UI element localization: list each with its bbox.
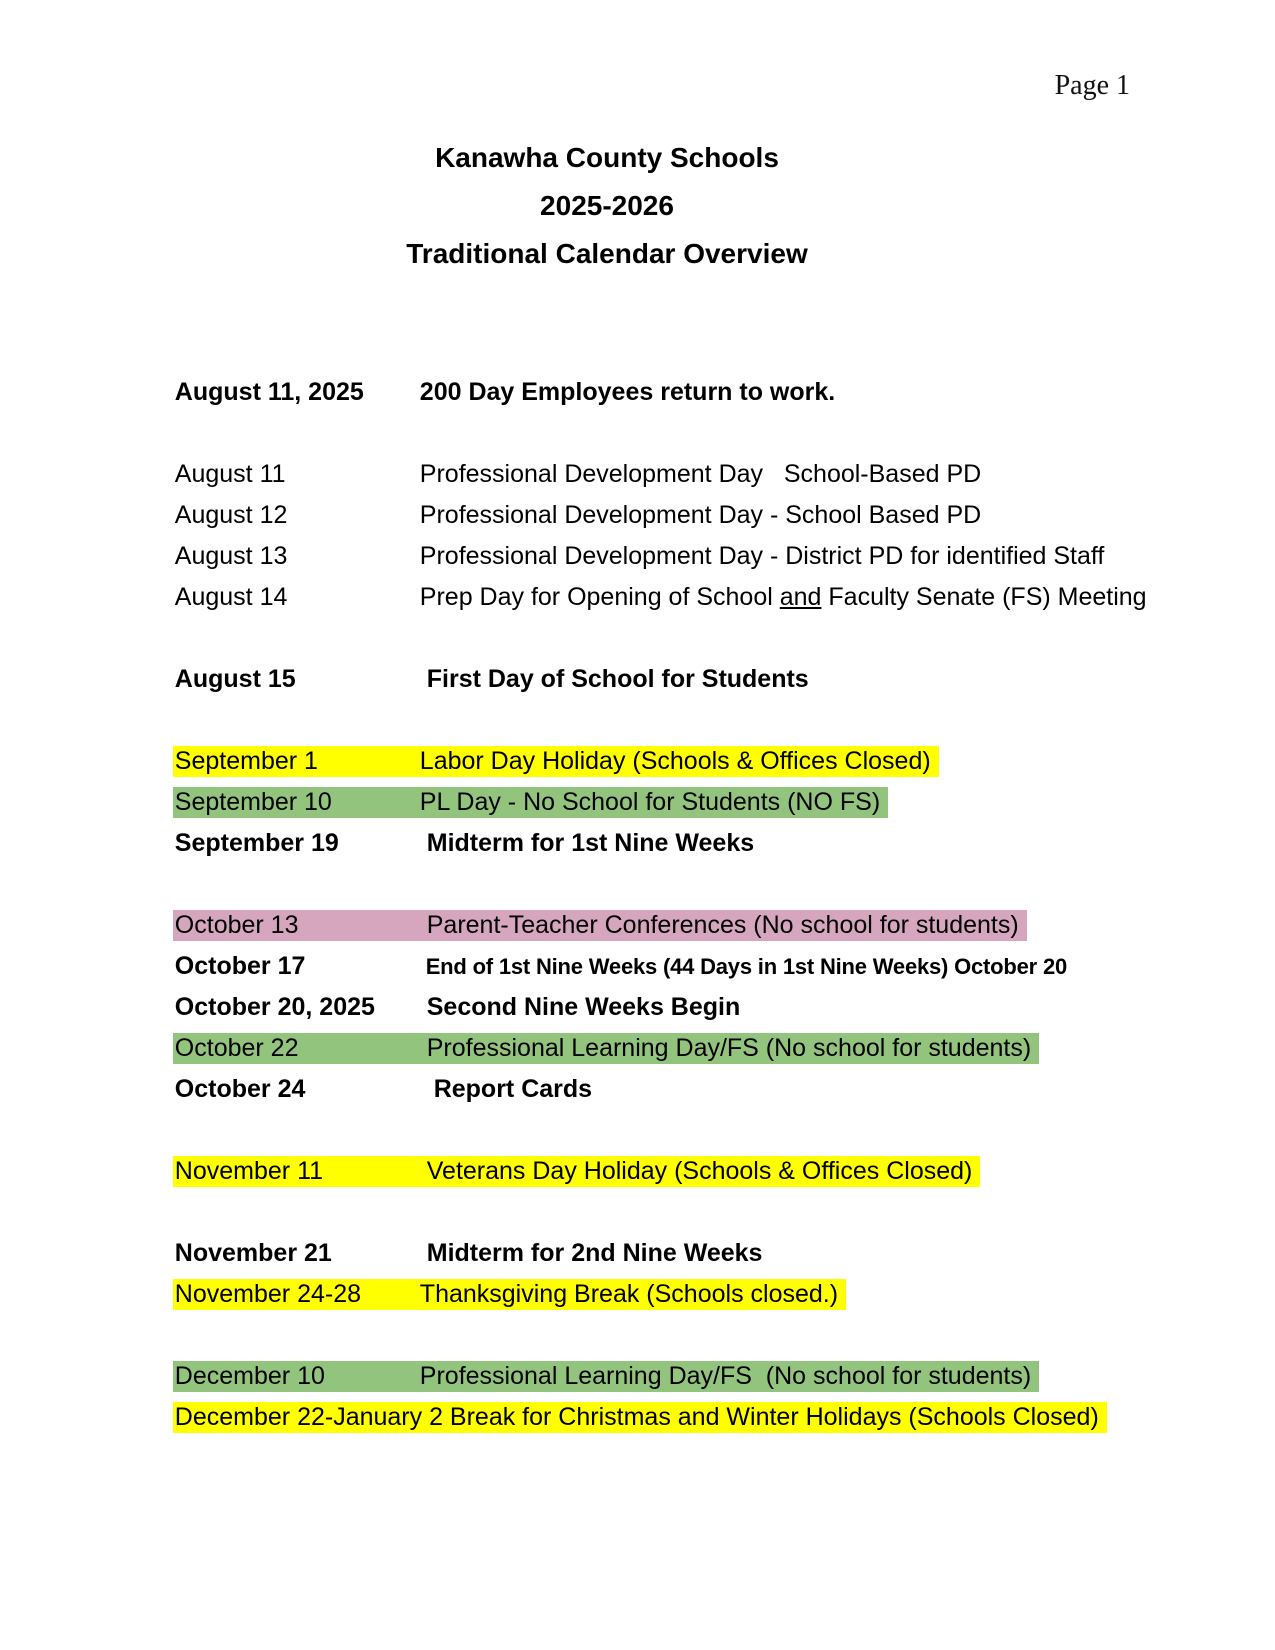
- calendar-row: [147, 699, 1207, 775]
- event-description-post: Faculty Senate (FS) Meeting: [821, 582, 1147, 611]
- highlight-green: [173, 787, 888, 818]
- row-content: [173, 541, 1113, 572]
- event-description: Veterans Day Holiday (Schools & Offices Closed): [419, 1156, 973, 1185]
- document-title: [147, 134, 1067, 278]
- calendar-row: [147, 1314, 1207, 1390]
- event-date: September 1: [174, 746, 318, 775]
- event-date: November 24-28: [174, 1279, 362, 1308]
- event-description-pre: Prep Day for Opening of School: [419, 582, 780, 611]
- event-description: Midterm for 1st Nine Weeks: [419, 828, 755, 857]
- row-content: [173, 992, 748, 1023]
- page-number: Page 1: [1054, 70, 1130, 101]
- event-description: Professional Development Day - School Based PD: [419, 500, 982, 529]
- event-date: August 11: [174, 459, 286, 488]
- event-description: Midterm for 2nd Nine Weeks: [419, 1238, 763, 1267]
- event-date: August 14: [174, 582, 288, 611]
- highlight-yellow: [173, 1402, 1107, 1433]
- calendar-row: [147, 412, 1207, 488]
- title-school-year: 2025-2026: [540, 190, 674, 221]
- event-date: August 15: [174, 664, 296, 693]
- event-description: Professional Development Day - District PD for identified Staff: [419, 541, 1105, 570]
- row-content: [173, 664, 817, 695]
- event-description-underlined-word: and: [779, 582, 822, 611]
- event-description: End of 1st Nine Weeks (44 Days in 1st Nine Weeks) October 20: [419, 953, 1068, 979]
- event-full-text: December 22-January 2 Break for Christmas and Winter Holidays (Schools Closed): [174, 1402, 1099, 1431]
- event-date: December 10: [174, 1361, 325, 1390]
- event-description: Labor Day Holiday (Schools & Offices Closed): [419, 746, 931, 775]
- event-description: Second Nine Weeks Begin: [419, 992, 741, 1021]
- event-description: First Day of School for Students: [419, 664, 809, 693]
- calendar-row: [147, 617, 1207, 693]
- event-description: PL Day - No School for Students (NO FS): [419, 787, 881, 816]
- event-date: October 24: [174, 1074, 306, 1103]
- event-date: August 12: [174, 500, 288, 529]
- highlight-green: [173, 1361, 1039, 1392]
- title-school-name: Kanawha County Schools: [435, 142, 779, 173]
- event-date: October 22: [174, 1033, 299, 1062]
- row-content: [173, 1238, 771, 1269]
- event-description: Parent-Teacher Conferences (No school for students): [419, 910, 1019, 939]
- highlight-yellow: [173, 1156, 981, 1187]
- event-description: Professional Development Day School-Based PD: [419, 459, 982, 488]
- event-date: August 11, 2025: [174, 377, 364, 406]
- event-date: September 19: [174, 828, 339, 857]
- calendar-row: [147, 330, 1207, 406]
- event-date: November 11: [174, 1156, 324, 1185]
- highlight-yellow: [173, 1279, 846, 1310]
- event-date: November 21: [174, 1238, 332, 1267]
- event-date: October 20, 2025: [174, 992, 375, 1021]
- row-content: [173, 377, 843, 408]
- event-date: October 13: [174, 910, 299, 939]
- calendar-row: [147, 1191, 1207, 1267]
- event-description: 200 Day Employees return to work.: [419, 377, 836, 406]
- event-date: August 13: [174, 541, 288, 570]
- event-description: Professional Learning Day/FS (No school for students): [419, 1033, 1032, 1062]
- row-content: [173, 951, 1075, 982]
- row-content: [173, 459, 989, 490]
- calendar-rows: [147, 330, 1207, 1431]
- calendar-row: [147, 863, 1207, 939]
- event-description: Thanksgiving Break (Schools closed.): [419, 1279, 839, 1308]
- event-description: Professional Learning Day/FS (No school for students): [419, 1361, 1032, 1390]
- calendar-row: [147, 1109, 1207, 1185]
- event-date: October 17: [174, 951, 306, 980]
- event-date: September 10: [174, 787, 332, 816]
- title-calendar-type: Traditional Calendar Overview: [406, 238, 808, 269]
- event-description: [420, 583, 1147, 611]
- row-content: [173, 500, 989, 531]
- highlight-pink: [173, 910, 1027, 941]
- row-content: [173, 582, 1155, 613]
- row-content: [173, 828, 762, 859]
- highlight-yellow: [173, 746, 939, 777]
- event-description: Report Cards: [419, 1074, 593, 1103]
- row-content: [173, 1074, 600, 1105]
- highlight-green: [173, 1033, 1039, 1064]
